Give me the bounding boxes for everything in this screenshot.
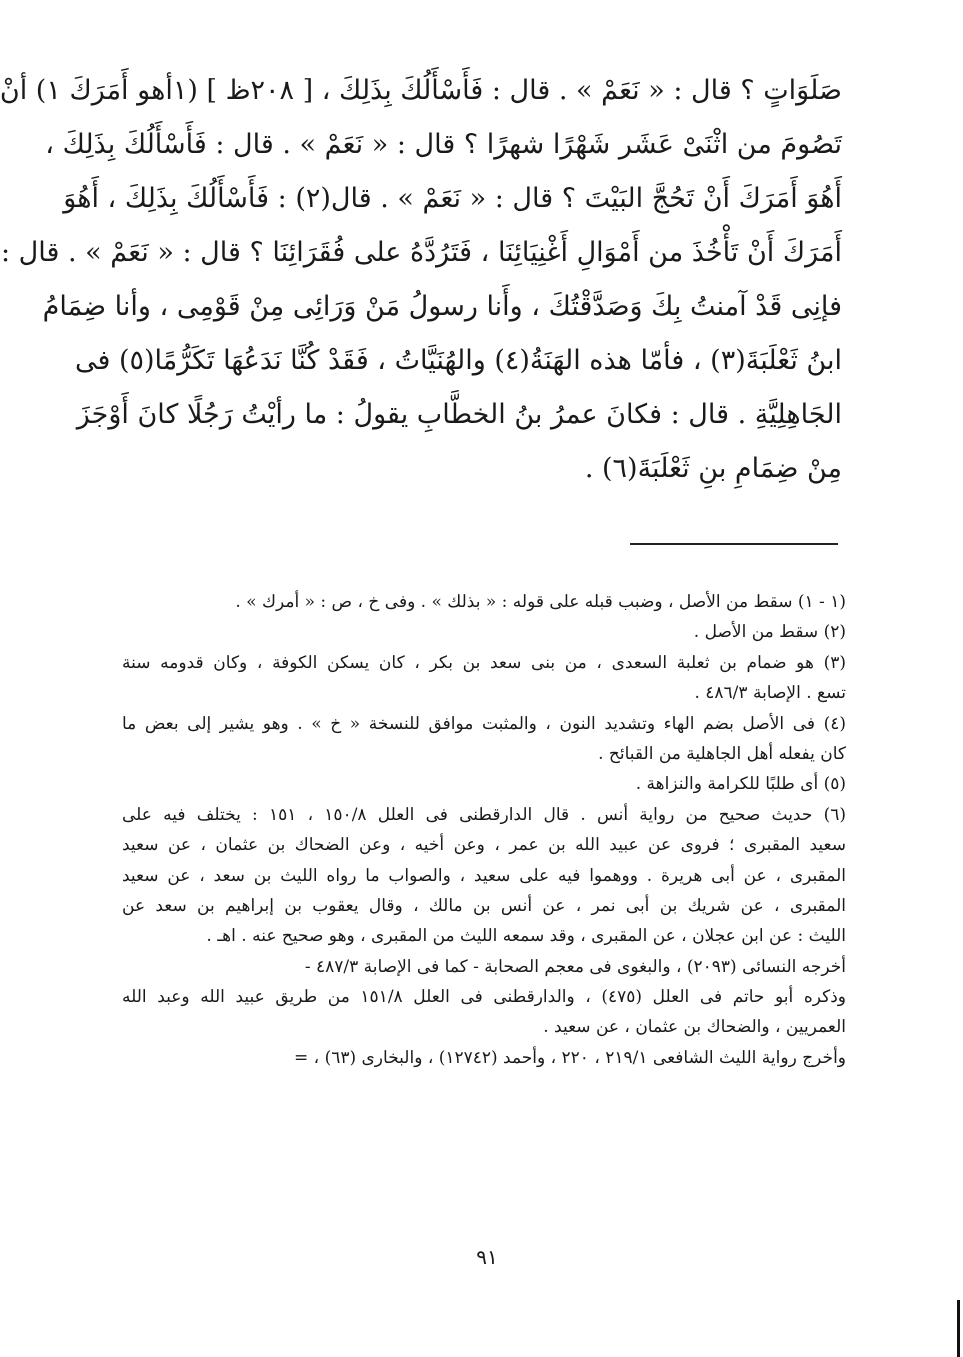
- footnote-line: المقبرى ، عن أبى هريرة . ووهموا فيه على سعيد ، والصواب ما رواه الليث بن سعد ، عن سعيد: [122, 865, 846, 886]
- footnote-line: العمريين ، والضحاك بن عثمان ، عن سعيد .: [543, 1017, 846, 1038]
- main-text-line: أَمَرَكَ أَنْ تَأْخُذَ من أَمْوَالِ أَغْنِيَائِنَا ، فَتَرُدَّهُ على فُقَرَائِنَا ؟ قال : « نَعَمْ » . قال :: [0, 237, 842, 268]
- main-text-line: الجَاهِلِيَّةِ . قال : فكانَ عمرُ بنُ الخطَّابِ يقولُ : ما رأيْتُ رَجُلًا كانَ أَوْجَزَ: [76, 399, 842, 430]
- footnote-line: (١ - ١) سقط من الأصل ، وضبب قبله على قوله : « بذلك » . وفى خ ، ص : « أمرك » .: [235, 592, 846, 612]
- footnote-line: كان يفعله أهل الجاهلية من القبائح .: [598, 743, 846, 764]
- main-text-line: أَهُوَ أَمَرَكَ أَنْ تَحُجَّ البَيْتَ ؟ قال : « نَعَمْ » . قال(٢) : فَأَسْأَلُكَ بِذَلِكَ ، أَهُوَ: [63, 183, 842, 214]
- footnote-line: (٦) حديث صحيح من رواية أنس . قال الدارقطنى فى العلل ١٥٠/٨ ، ١٥١ : يختلف فيه على: [122, 804, 846, 825]
- footnotes-block: [122, 587, 846, 1073]
- footnote-line: (٢) سقط من الأصل .: [693, 622, 846, 643]
- main-text-line: تَصُومَ من اثْنَىْ عَشَر شَهْرًا شهرًا ؟ قال : « نَعَمْ » . قال : فَأَسْأَلُكَ بِذَلِكَ ،: [45, 129, 842, 160]
- footnote-line: سعيد المقبرى ؛ فروى عن عبيد الله بن عمر ، وعن أخيه ، وعن الضحاك بن عثمان ، عن سعيد: [122, 835, 846, 856]
- main-text-block: [0, 64, 842, 496]
- main-text-line: صَلَوَاتٍ ؟ قال : « نَعَمْ » . قال : فَأَسْأَلُكَ بِذَلِكَ ، [ ٢٠٨ظ ] (١أهو أَمَرَكَ ١) أنْ: [0, 75, 842, 106]
- page-number: ٩١: [476, 1245, 498, 1269]
- footnote-line: أخرجه النسائى (٢٠٩٣) ، والبغوى فى معجم الصحابة - كما فى الإصابة ٤٨٧/٣ -: [304, 956, 846, 977]
- footnote-line: (٣) هو ضمام بن ثعلبة السعدى ، من بنى سعد بن بكر ، كان يسكن الكوفة ، وكان قدومه سنة: [122, 652, 846, 673]
- main-text-line: ابنُ ثَعْلَبَةَ(٣) ، فأمّا هذه الهَنَةُ(٤) والهُنَيَّاتُ ، فَقَدْ كُنَّا نَدَعُهَا تَكَرُّمًا(٥) فى: [74, 345, 842, 376]
- main-text-line: فإنِى قَدْ آمنتُ بِكَ وَصَدَّقْتُكَ ، وأَنا رسولُ مَنْ وَرَائِى مِنْ قَوْمِى ، وأنا ضِمَامُ: [42, 291, 842, 322]
- footnote-separator-rule: [630, 543, 838, 545]
- footnote-line: المقبرى ، عن شريك بن أبى نمر ، عن أنس بن مالك ، وقال يعقوب بن إبراهيم بن سعد عن: [122, 895, 846, 916]
- footnote-line: تسع . الإصابة ٤٨٦/٣ .: [694, 683, 846, 704]
- main-text-line: مِنْ ضِمَامِ بنِ ثَعْلَبَةَ(٦) .: [584, 453, 842, 484]
- footnote-line: وأخرج رواية الليث الشافعى ٢١٩/١ ، ٢٢٠ ، وأحمد (١٢٧٤٢) ، والبخارى (٦٣) ، =: [294, 1047, 846, 1068]
- footnote-line: (٥) أى طلبًا للكرامة والنزاهة .: [635, 774, 846, 795]
- footnote-line: الليث : عن ابن عجلان ، عن المقبرى ، وقد سمعه الليث من المقبرى ، وهو صحيح عنه . اهـ .: [206, 926, 846, 947]
- footnote-line: وذكره أبو حاتم فى العلل (٤٧٥) ، والدارقطنى فى العلل ١٥١/٨ من طريق عبيد الله وعبد الله: [122, 987, 847, 1008]
- footnote-line: (٤) فى الأصل بضم الهاء وتشديد النون ، والمثبت موافق للنسخة « خ » . وهو يشير إلى بعض ما: [122, 713, 846, 734]
- scan-edge-mark: [957, 1300, 960, 1357]
